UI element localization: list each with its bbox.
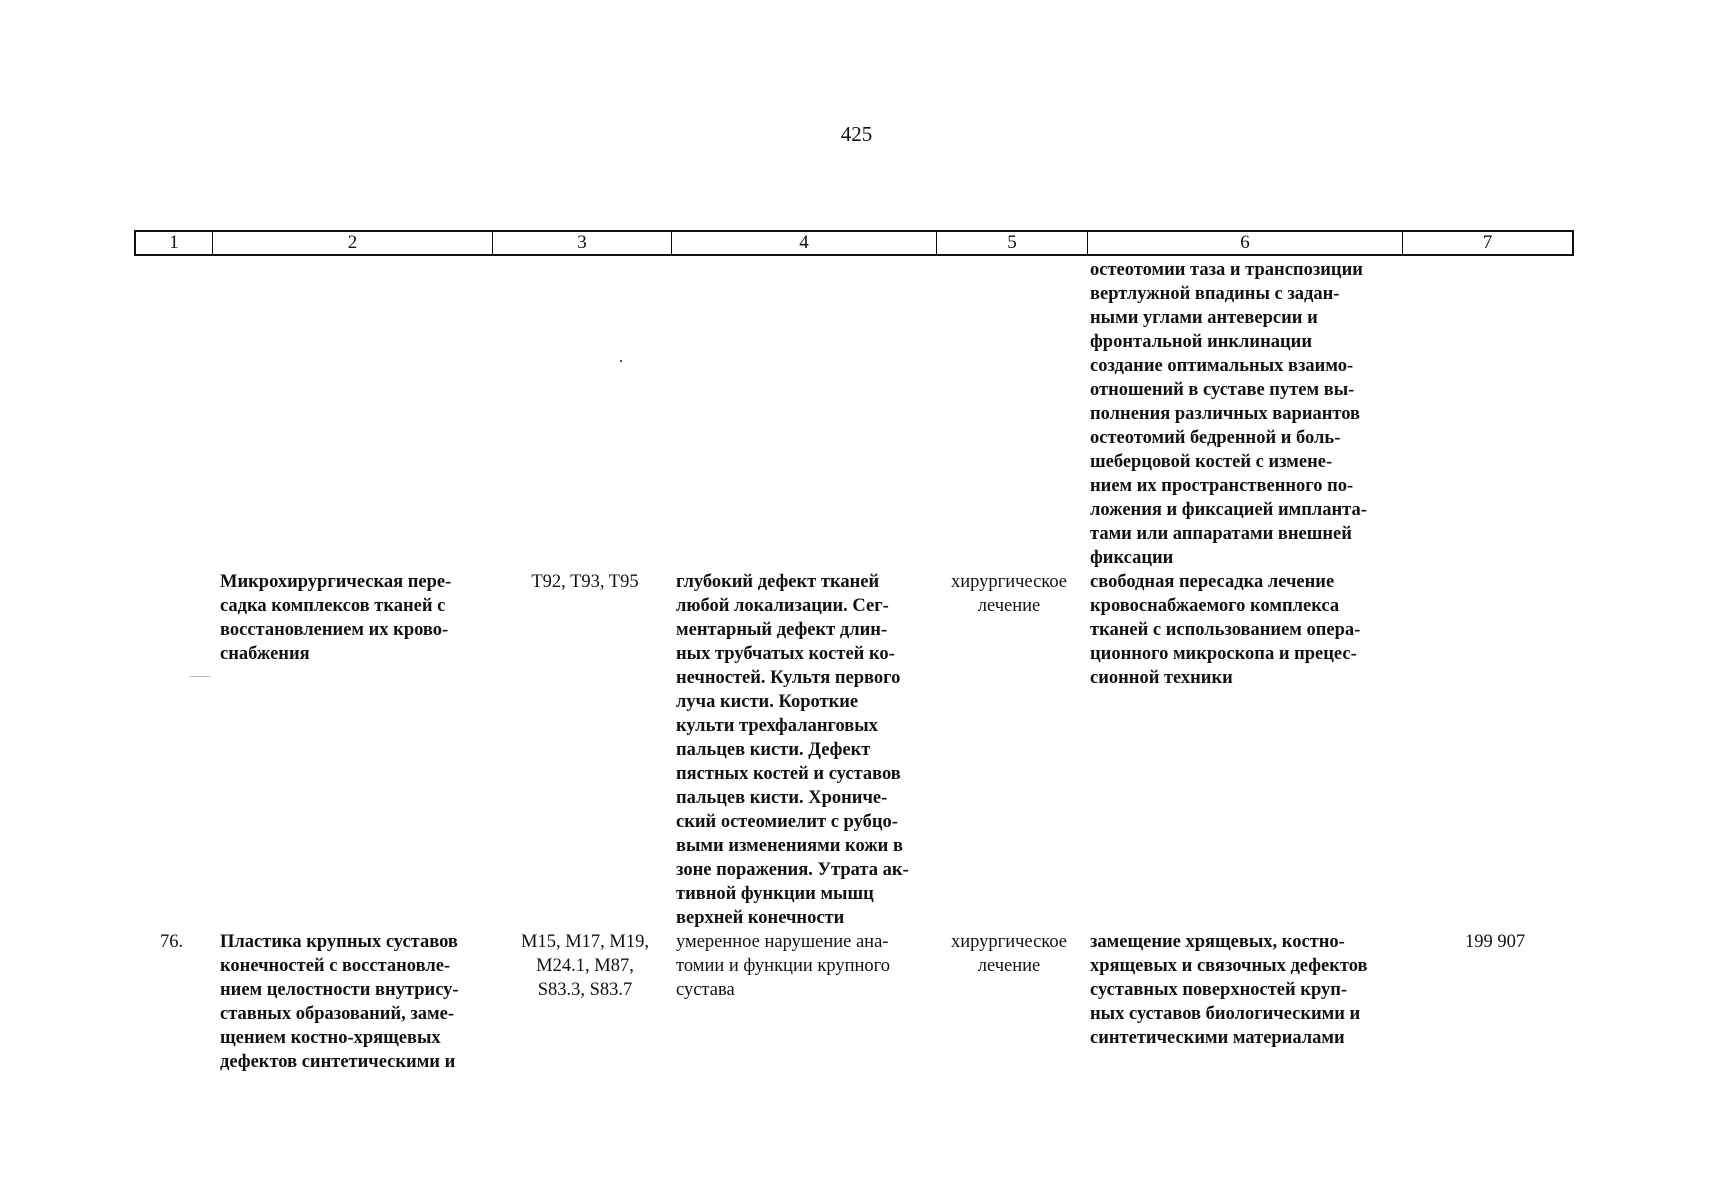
row-76-procedure-name: Пластика крупных суставов конечностей с восстановле- нием целостности внутрису- ставных образований, заме- щением костно-хрящевых дефектов синтетическими и: [220, 932, 459, 1072]
row-76-icd-codes: M15, M17, M19, M24.1, M87, S83.3, S83.7: [521, 932, 649, 1000]
microsurgery-treatment-type: хирургическое лечение: [950, 572, 1068, 616]
column-number-header: [134, 230, 1574, 256]
header-cell-2: 2: [213, 232, 493, 254]
header-cell-3: 3: [493, 232, 672, 254]
page-number: 425: [840, 122, 873, 146]
row-76-treatment-type: хирургическое лечение: [950, 932, 1068, 976]
scan-mark: [190, 676, 210, 677]
microsurgery-procedure-name: Микрохирургическая пере- садка комплексов тканей с восстановлением их крово- снабжения: [220, 572, 452, 664]
microsurgery-icd-codes: T92, T93, T95: [531, 572, 639, 592]
header-cell-6: 6: [1088, 232, 1403, 254]
header-cell-7: 7: [1482, 232, 1493, 253]
microsurgery-treatment-method: свободная пересадка лечение кровоснабжаемого комплекса тканей с использованием опера- ционного микроскопа и прецес- сионной техники: [1090, 572, 1361, 688]
row-76-indication: умеренное нарушение ана- томии и функции крупного сустава: [676, 932, 891, 1000]
header-cell-5: 5: [937, 232, 1088, 254]
row-76-treatment-method: замещение хрящевых, костно- хрящевых и связочных дефектов суставных поверхностей круп- ных суставов биологическими и синтетическими материалами: [1090, 932, 1368, 1048]
header-cell-4: 4: [672, 232, 937, 254]
row-76-number: 76.: [160, 932, 184, 952]
scan-speck: [620, 360, 622, 362]
row-76-cost: 199 907: [1464, 932, 1526, 952]
header-cell-1: 1: [136, 232, 213, 254]
continuation-treatment-method: остеотомии таза и транспозиции вертлужной впадины с задан- ными углами антеверсии и фронтальной инклинации создание оптимальных взаимо- отношений в суставе путем вы- полнения различных вариантов остеотомий бедренной и боль- шеберцовой костей с измене- нием их пространственного по- ложения и фиксацией импланта- тами или аппаратами внешней фиксации: [1090, 260, 1367, 568]
microsurgery-indication: глубокий дефект тканей любой локализации. Сег- ментарный дефект длин- ных трубчатых костей ко- нечностей. Культя первого луча кисти. Короткие культи трехфаланговых пальцев кисти. Дефект пястных костей и суставов пальцев кисти. Хрониче- ский остеомиелит с рубцо- выми изменениями кожи в зоне поражения. Утрата ак- тивной функции мышц верхней конечности: [676, 572, 909, 928]
